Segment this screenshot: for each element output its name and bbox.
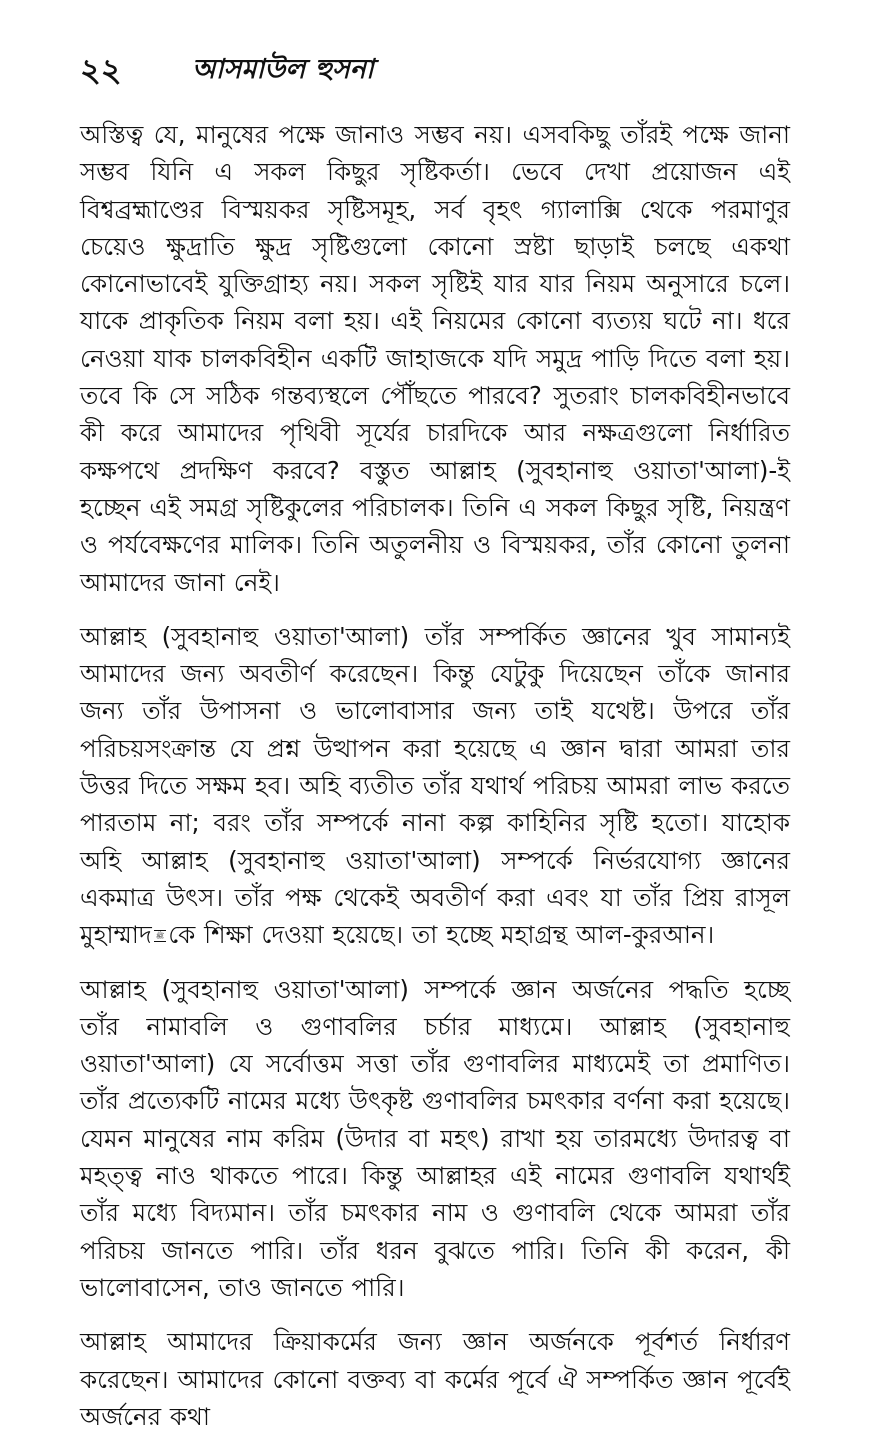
paragraph-2-text-after: কে শিক্ষা দেওয়া হয়েছে। তা হচ্ছে মহাগ্রন্থ আল-কুরআন। xyxy=(168,920,715,950)
page-header xyxy=(80,48,790,92)
paragraph-2-text-before: আল্লাহ (সুবহানাহু ওয়াতা'আলা) তাঁর সম্পর্কিত জ্ঞানের খুব সামান্যই আমাদের জন্য অবতীর্ণ করেছেন। কিন্তু যেটুকু দিয়েছেন তাঁকে জানার জন্য তাঁর উপাসনা ও ভালোবাসার জন্য তাই যথেষ্ট। উপরে তাঁর পরিচয়সংক্রান্ত যে প্রশ্ন উত্থাপন করা হয়েছে এ জ্ঞান দ্বারা আমরা তার উত্তর দিতে সক্ষম হব। অহি ব্যতীত তাঁর যথার্থ পরিচয় আমরা লাভ করতে পারতাম না; বরং তাঁর সম্পর্কে নানা কল্প কাহিনির সৃষ্টি হতো। যাহোক অহি আল্লাহ (সুবহানাহু ওয়াতা'আলা) সম্পর্কে নির্ভরযোগ্য জ্ঞানের একমাত্র উৎস। তাঁর পক্ষ থেকেই অবতীর্ণ করা এবং যা তাঁর প্রিয় রাসূল মুহাম্মাদ xyxy=(80,621,790,950)
running-title: আসমাউল হুসনা xyxy=(192,54,374,85)
paragraph-2 xyxy=(80,618,790,954)
salawat-icon: ﷺ xyxy=(155,932,165,941)
paragraph-4: আল্লাহ আমাদের ক্রিয়াকর্মের জন্য জ্ঞান অর্জনকে পূর্বশর্ত নির্ধারণ করেছেন। আমাদের কোনো বক্তব্য বা কর্মের পূর্বে ঐ সম্পর্কিত জ্ঞান পূর্বেই অর্জনের কথা xyxy=(80,1327,790,1431)
page-number: ২২ xyxy=(80,51,122,89)
body-text xyxy=(80,116,790,1452)
paragraph-3: আল্লাহ (সুবহানাহু ওয়াতা'আলা) সম্পর্কে জ্ঞান অর্জনের পদ্ধতি হচ্ছে তাঁর নামাবলি ও গুণাবলির চর্চার মাধ্যমে। আল্লাহ (সুবহানাহু ওয়াতা'আলা) যে সর্বোত্তম সত্তা তাঁর গুণাবলির মাধ্যমেই তা প্রমাণিত। তাঁর প্রত্যেকটি নামের মধ্যে উৎকৃষ্ট গুণাবলির চমৎকার বর্ণনা করা হয়েছে। যেমন মানুষের নাম করিম (উদার বা মহৎ) রাখা হয় তারমধ্যে উদারত্ব বা মহত্ত্ব নাও থাকতে পারে। কিন্তু আল্লাহর এই নামের গুণাবলি যথার্থই তাঁর মধ্যে বিদ্যমান। তাঁর চমৎকার নাম ও গুণাবলি থেকে আমরা তাঁর পরিচয় জানতে পারি। তাঁর ধরন বুঝতে পারি। তিনি কী করেন, কী ভালোবাসেন, তাও জানতে পারি। xyxy=(80,974,790,1302)
paragraph-1: অস্তিত্ব যে, মানুষের পক্ষে জানাও সম্ভব নয়। এসবকিছু তাঁরই পক্ষে জানা সম্ভব যিনি এ সকল কিছুর সৃষ্টিকর্তা। ভেবে দেখা প্রয়োজন এই বিশ্বব্রহ্মাণ্ডের বিস্ময়কর সৃষ্টিসমূহ, সর্ব বৃহৎ গ্যালাক্সি থেকে পরমাণুর চেয়েও ক্ষুদ্রাতি ক্ষুদ্র সৃষ্টিগুলো কোনো স্রষ্টা ছাড়াই চলছে একথা কোনোভাবেই যুক্তিগ্রাহ্য নয়। সকল সৃষ্টিই যার যার নিয়ম অনুসারে চলে। যাকে প্রাকৃতিক নিয়ম বলা হয়। এই নিয়মের কোনো ব্যত্যয় ঘটে না। ধরে নেওয়া যাক চালকবিহীন একটি জাহাজকে যদি সমুদ্র পাড়ি দিতে বলা হয়। তবে কি সে সঠিক গন্তব্যস্থলে পৌঁছতে পারবে? সুতরাং চালকবিহীনভাবে কী করে আমাদের পৃথিবী সূর্যের চারদিকে আর নক্ষত্রগুলো নির্ধারিত কক্ষপথে প্রদক্ষিণ করবে? বস্তুত আল্লাহ (সুবহানাহু ওয়াতা'আলা)-ই হচ্ছেন এই সমগ্র সৃষ্টিকুলের পরিচালক। তিনি এ সকল কিছুর সৃষ্টি, নিয়ন্ত্রণ ও পর্যবেক্ষণের মালিক। তিনি অতুলনীয় ও বিস্ময়কর, তাঁর কোনো তুলনা আমাদের জানা নেই। xyxy=(80,120,790,597)
